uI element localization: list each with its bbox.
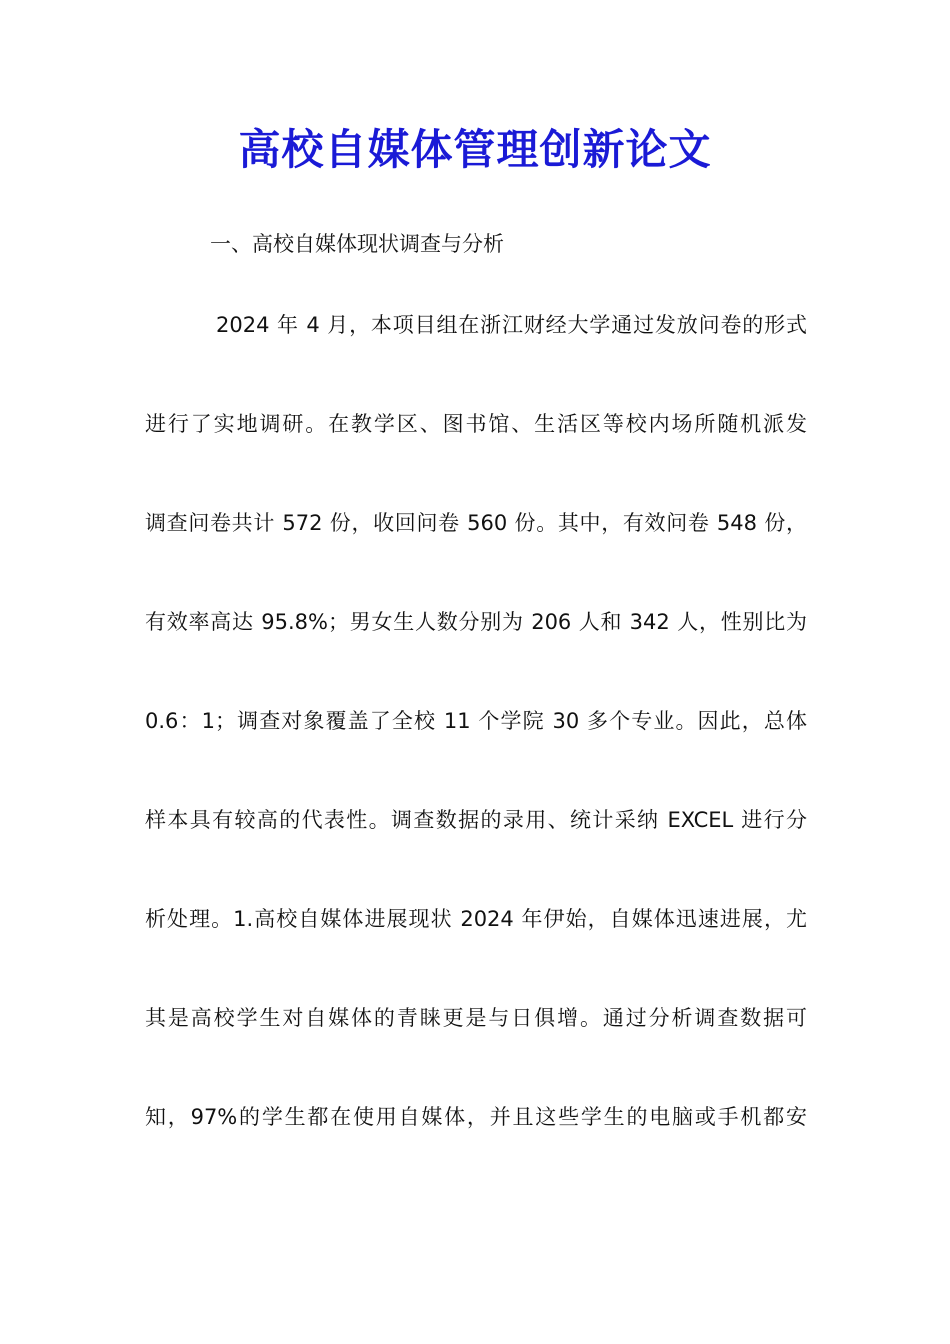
paragraph-line: 析处理。1.高校自媒体进展现状 2024 年伊始，自媒体迅速进展，尤 [145,907,807,931]
paragraph-line: 调查问卷共计 572 份，收回问卷 560 份。其中，有效问卷 548 份， [145,511,807,535]
section-heading: 一、高校自媒体现状调查与分析 [210,232,504,256]
paragraph-line: 0.6：1；调查对象覆盖了全校 11 个学院 30 多个专业。因此，总体 [145,709,807,733]
paragraph-line: 进行了实地调研。在教学区、图书馆、生活区等校内场所随机派发 [145,412,807,436]
paragraph-line: 其是高校学生对自媒体的青睐更是与日俱增。通过分析调查数据可 [145,1006,807,1030]
paragraph-line: 知，97%的学生都在使用自媒体，并且这些学生的电脑或手机都安 [145,1105,807,1129]
paragraph-line: 2024 年 4 月，本项目组在浙江财经大学通过发放问卷的形式 [216,313,807,337]
document-title: 高校自媒体管理创新论文 [238,125,712,174]
paragraph-line: 有效率高达 95.8%；男女生人数分别为 206 人和 342 人，性别比为 [145,610,807,634]
paragraph-line: 样本具有较高的代表性。调查数据的录用、统计采纳 EXCEL 进行分 [145,808,807,832]
